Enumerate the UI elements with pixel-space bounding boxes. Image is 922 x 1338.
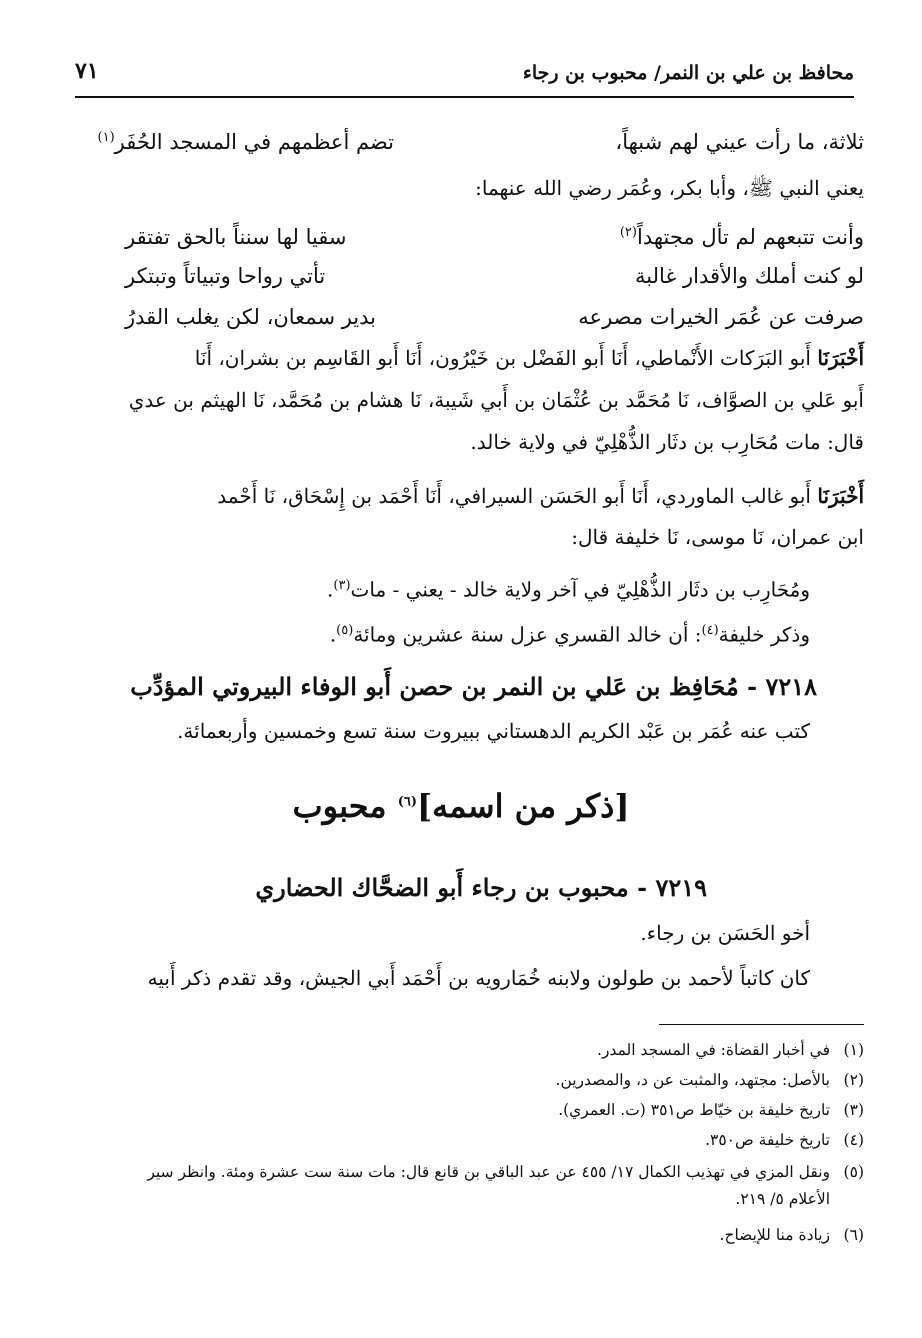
verse-line (75, 305, 864, 337)
footnote-ref[interactable]: (٤) (701, 623, 719, 638)
footnote: (٢)بالأصل: مجتهد، والمثبت عن د، والمصدرين. (75, 1068, 864, 1093)
verse-hemistich-first: صرفت عن عُمَر الخيرات مصرعه (578, 305, 864, 329)
footnote: (٣)تاريخ خليفة بن خيّاط ص٣٥١ (ت. العمري). (75, 1098, 864, 1123)
footnote: (٦)زيادة منا للإيضاح. (75, 1223, 864, 1248)
body-line: ومُحَارِب بن دثَار الذُّهْلِيّ في آخر ولاية خالد - يعني - مات$^{(٣)}$. (327, 577, 810, 602)
page-header (75, 58, 854, 88)
body-line: ابن عمران، نَا موسى، نَا خليفة قال: (571, 525, 864, 549)
body-line: أخو الحَسَن بن رجاء. (640, 921, 810, 945)
footnote-number: (٣) (843, 1101, 864, 1119)
footnote-ref[interactable]: (٦) (397, 794, 417, 810)
akhbarana-lead: أَخْبَرَنَا (817, 346, 864, 370)
akhbarana-lead: أَخْبَرَنَا (817, 484, 864, 508)
section-heading: [ذكر من اسمه]$^{(٦)}$ محبوب (292, 787, 630, 825)
body-line: وذكر خليفة$^{(٤)}$: أن خالد القسري عزل سنة عشرين ومائة$^{(٥)}$. (329, 622, 810, 647)
verse-hemistich-second: سقيا لها سنناً بالحق تفتقر (125, 225, 347, 249)
footnote: (٤)تاريخ خليفة ص٣٥٠. (75, 1128, 864, 1153)
footnote: (٥)ونقل المزي في تهذيب الكمال ١٧/ ٤٥٥ عن عبد الباقي بن قانع قال: مات سنة ست عشرة ومئة. وانظر سير (75, 1160, 864, 1185)
footnote-number: (٢) (843, 1071, 864, 1089)
footnote-ref[interactable]: (٢) (619, 225, 637, 240)
footnote-ref[interactable]: (٣) (333, 578, 351, 593)
footnote-number: (٤) (843, 1131, 864, 1149)
entry-heading: ٧٢١٨ - مُحَافِظ بن عَلي بن النمر بن حصن أَبو الوفاء البيروتي المؤدِّب (130, 672, 817, 701)
verse-line (75, 264, 864, 296)
verse-hemistich-first: ثلاثة، ما رأت عيني لهم شبهاً، (615, 130, 864, 154)
footnote-number: (١) (843, 1041, 864, 1059)
verse-line (75, 130, 864, 162)
body-line: قال: مات مُحَارِب بن دثَار الذُّهْلِيّ في ولاية خالد. (470, 430, 864, 454)
page-number: ٧١ (75, 58, 99, 84)
running-title: محافظ بن علي بن النمر/ محبوب بن رجاء (522, 62, 854, 84)
footnote-number: (٦) (843, 1226, 864, 1244)
verse-hemistich-first: لو كنت أملك والأقدار غالبة (634, 264, 864, 288)
body-line: كتب عنه عُمَر بن عَبْد الكريم الدهستاني ببيروت سنة تسع وخمسين وأربعمائة. (177, 719, 810, 743)
body-line: أَخْبَرَنَا أَبو البَرَكات الأَنْماطي، أَنَا أَبو الفَضْل بن خَيْرُون، أَنَا أَبو القَاسِم بن بشران، أَنَا (194, 346, 864, 370)
footnote-ref[interactable]: (٥) (336, 623, 354, 638)
footnote-continuation: الأعلام ٥/ ٢١٩. (735, 1190, 830, 1208)
verse-hemistich-second: تضم أعظمهم في المسجد الحُفَر$^{(١)}$ (97, 130, 394, 154)
verse-line (75, 225, 864, 257)
footnote-divider (659, 1024, 864, 1025)
entry-heading: ٧٢١٩ - محبوب بن رجاء أَبو الضحَّاك الحضاري (255, 873, 707, 902)
footnote: (١)في أخبار القضاة: في المسجد المدر. (75, 1038, 864, 1063)
body-line: يعني النبي ﷺ، وأبا بكر، وعُمَر رضي الله عنهما: (475, 176, 864, 200)
body-line: أَخْبَرَنَا أَبو غالب الماوردي، أَنَا أَبو الحَسَن السيرافي، أَنَا أَحْمَد بن إِسْحَاق، نَا أَحْمد (217, 484, 864, 508)
header-divider (75, 96, 854, 98)
verse-hemistich-second: بدير سمعان، لكن يغلب القدرُ (125, 305, 377, 329)
verse-hemistich-second: تأتي رواحا وتبياتاً وتبتكر (125, 264, 326, 288)
body-line: كان كاتباً لأحمد بن طولون ولابنه خُمَارويه بن أَحْمَد أَبي الجيش، وقد تقدم ذكر أَبيه (147, 966, 810, 990)
footnote-ref[interactable]: (١) (97, 130, 115, 145)
footnote-number: (٥) (843, 1163, 864, 1181)
verse-hemistich-first: وأنت تتبعهم لم تأل مجتهداً$^{(٢)}$ (619, 225, 864, 249)
body-line: أَبو عَلي بن الصوَّاف، نَا مُحَمَّد بن عُثْمَان بن أَبي شَيبة، نَا هشام بن مُحَمَّد، نَا الهيثم بن عدي (128, 388, 864, 412)
